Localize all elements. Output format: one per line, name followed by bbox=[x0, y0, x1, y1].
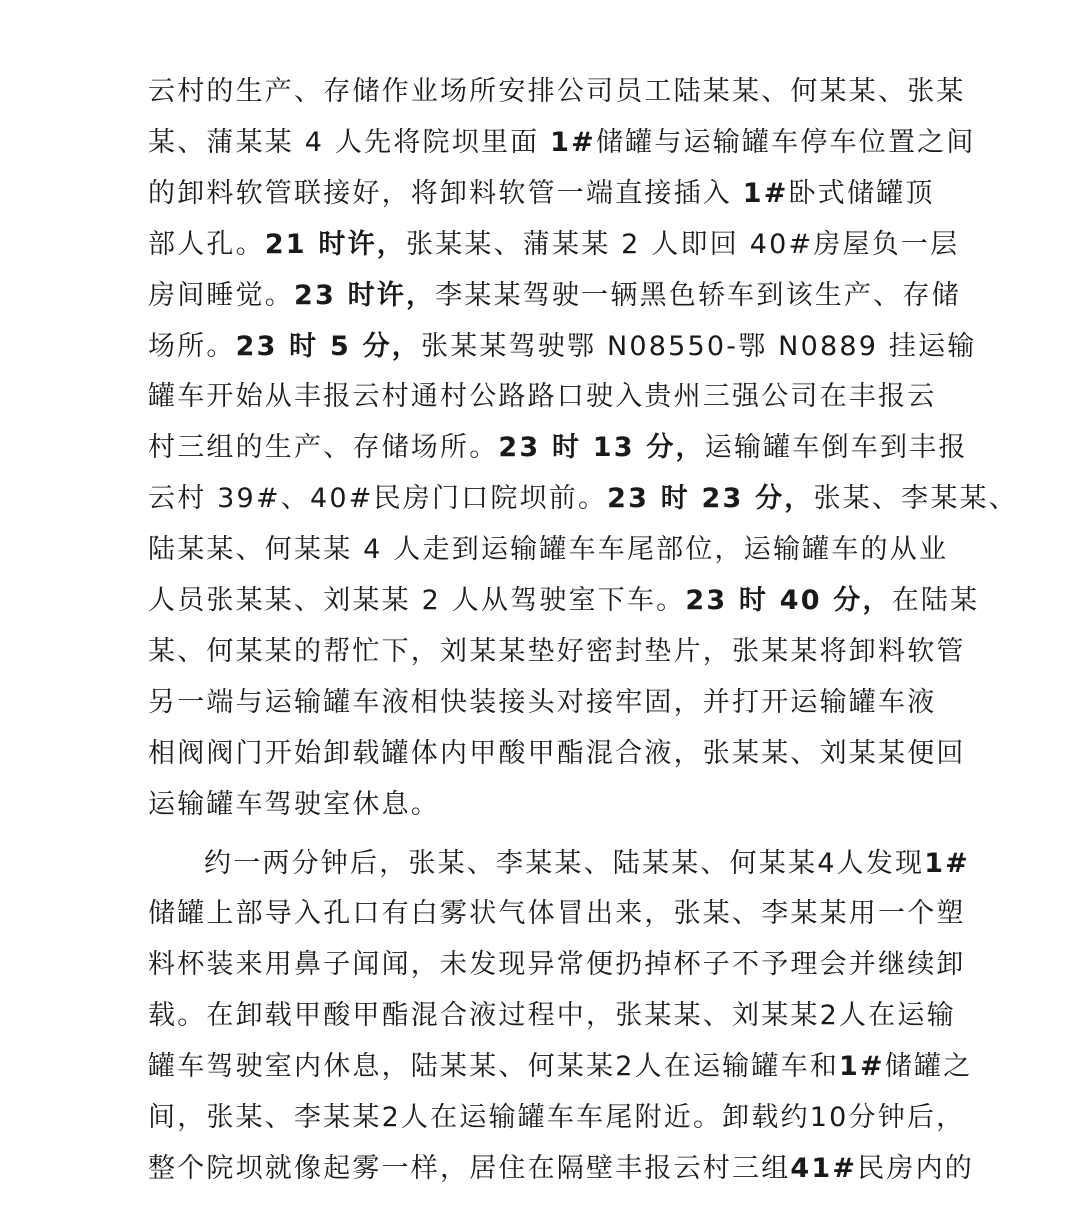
bold-text-run: 1# bbox=[924, 847, 970, 879]
text-run: 卧式储罐顶 bbox=[788, 177, 935, 209]
bold-text-run: 23 时 23 分， bbox=[607, 483, 814, 515]
text-run: 张某某驾驶鄂 N08550-鄂 N0889 挂运输 bbox=[420, 330, 977, 362]
text-run: 房间睡觉。 bbox=[148, 279, 294, 311]
bold-text-run: 1# bbox=[838, 1051, 885, 1083]
text-line bbox=[204, 838, 970, 890]
text-run: 某、何某某的帮忙下，刘某某垫好密封垫片，张某某将卸料软管 bbox=[148, 635, 966, 667]
text-run: 的卸料软管联接好，将卸料软管一端直接插入 bbox=[148, 177, 743, 209]
text-run: 运输罐车倒车到丰报 bbox=[704, 432, 968, 464]
text-line bbox=[148, 168, 948, 220]
text-line bbox=[148, 990, 956, 1042]
text-line bbox=[148, 66, 966, 118]
text-run: 在陆某 bbox=[891, 585, 980, 616]
text-run: 张某、李某某、 bbox=[813, 483, 1018, 515]
text-run: 罐车开始从丰报云村通村公路路口驶入贵州三强公司在丰报云 bbox=[148, 381, 937, 413]
bold-text-run: 23 时许， bbox=[294, 279, 436, 311]
text-run: 约一两分钟后，张某、李某某、陆某某、何某某4人发现 bbox=[204, 847, 925, 879]
bold-text-run: 23 时 13 分， bbox=[498, 432, 705, 464]
text-line bbox=[148, 939, 966, 991]
text-line bbox=[148, 626, 966, 678]
text-line bbox=[148, 321, 977, 373]
text-run: 载。在卸载甲酸甲酯混合液过程中，张某某、刘某某2人在运输 bbox=[148, 1000, 956, 1032]
text-line bbox=[148, 117, 976, 169]
bold-text-run: 1# bbox=[742, 177, 789, 209]
text-line bbox=[148, 1041, 973, 1093]
text-run: 某、蒲某某 4 人先将院坝里面 bbox=[148, 126, 551, 158]
text-run: 间，张某、李某某2人在运输罐车车尾附近。卸载约10分钟后， bbox=[148, 1102, 966, 1133]
text-run: 相阀阀门开始卸载罐体内甲酸甲酯混合液，张某某、刘某某便回 bbox=[148, 737, 966, 769]
text-run: 罐车驾驶室内休息，陆某某、何某某2人在运输罐车和 bbox=[148, 1051, 839, 1083]
text-run: 部人孔。 bbox=[148, 228, 265, 260]
text-run: 另一端与运输罐车液相快装接头对接牢固，并打开运输罐车液 bbox=[148, 686, 937, 718]
text-run: 储罐之 bbox=[884, 1051, 973, 1083]
text-line bbox=[148, 779, 948, 831]
text-run: 整个院坝就像起雾一样，居住在隔壁丰报云村三组 bbox=[148, 1152, 791, 1184]
text-run: 村三组的生产、存储场所。 bbox=[148, 432, 499, 464]
text-run: 人员张某某、刘某某 2 人从驾驶室下车。 bbox=[148, 585, 686, 616]
text-run: 李某某驾驶一辆黑色轿车到该生产、存储 bbox=[435, 279, 961, 311]
bold-text-run: 23 时 5 分， bbox=[235, 330, 421, 362]
text-run: 民房内的 bbox=[857, 1152, 975, 1184]
text-line bbox=[148, 1143, 975, 1195]
text-line bbox=[148, 371, 948, 423]
text-line bbox=[148, 728, 966, 780]
text-run: 云村 39#、40#民房门口院坝前。 bbox=[148, 483, 608, 515]
text-line bbox=[148, 575, 980, 627]
text-run: 张某某、蒲某某 2 人即回 40#房屋负一层 bbox=[406, 228, 960, 260]
text-line bbox=[148, 1092, 966, 1144]
text-run: 料杯装来用鼻子闻闻，未发现异常便扔掉杯子不予理会并继续卸 bbox=[148, 949, 966, 981]
bold-text-run: 1# bbox=[550, 126, 596, 158]
text-line bbox=[148, 524, 948, 576]
bold-text-run: 21 时许， bbox=[264, 228, 406, 260]
text-line bbox=[148, 219, 960, 271]
text-line bbox=[148, 677, 948, 729]
text-run: 运输罐车驾驶室休息。 bbox=[148, 788, 440, 820]
text-line bbox=[148, 888, 966, 940]
text-run: 储罐与运输罐车停车位置之间 bbox=[595, 126, 976, 158]
text-run: 云村的生产、存储作业场所安排公司员工陆某某、何某某、张某 bbox=[148, 76, 966, 107]
bold-text-run: 41# bbox=[790, 1152, 858, 1184]
text-run: 储罐上部导入孔口有白雾状气体冒出来，张某、李某某用一个塑 bbox=[148, 898, 966, 930]
text-line bbox=[148, 473, 1018, 525]
text-run: 场所。 bbox=[148, 330, 236, 362]
text-run: 陆某某、何某某 4 人走到运输罐车车尾部位，运输罐车的从业 bbox=[148, 534, 949, 566]
bold-text-run: 23 时 40 分， bbox=[685, 585, 892, 616]
text-line bbox=[148, 422, 968, 474]
text-line bbox=[148, 270, 961, 322]
